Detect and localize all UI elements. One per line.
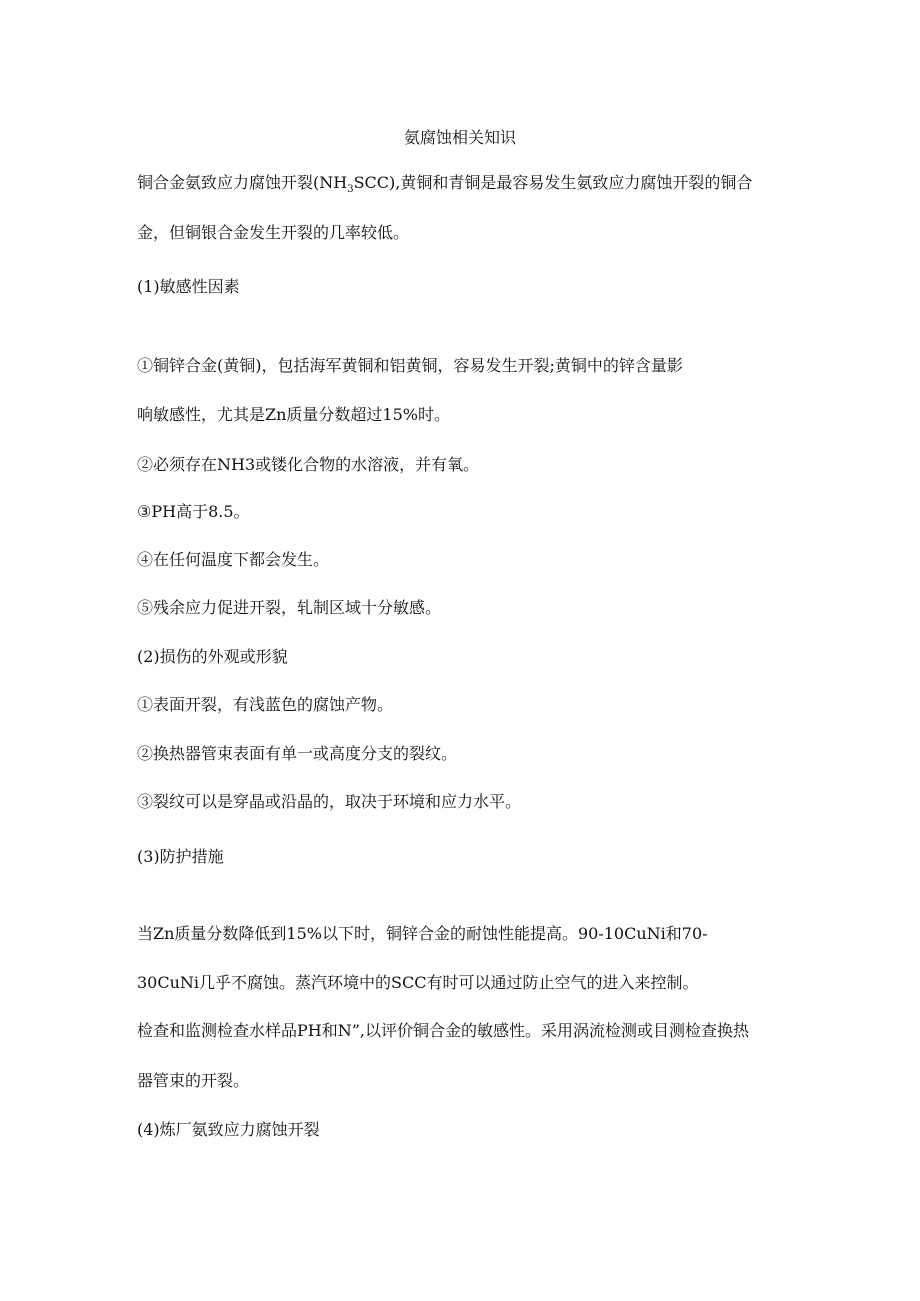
section1-item5: ⑤残余应力促进开裂，轧制区域十分敏感。 [137, 598, 442, 617]
section2-heading: (2)损伤的外观或形貌 [137, 647, 288, 666]
subscript-3: 3 [347, 184, 354, 196]
document-title: 氨腐蚀相关知识 [403, 128, 516, 147]
section3-p1-line2: 30CuNi几乎不腐蚀。蒸汽环境中的SCC有时可以通过防止空气的进入来控制。 [137, 973, 699, 992]
section2-item2: ②换热器管束表面有单一或高度分支的裂纹。 [137, 744, 458, 763]
section4-heading: (4)炼厂氨致应力腐蚀开裂 [137, 1120, 320, 1139]
section1-item1-line1: ①铜锌合金(黄铜)，包括海军黄铜和铝黄铜，容易发生开裂;黄铜中的锌含量影 [137, 356, 683, 375]
intro-line-2: 金，但铜银合金发生开裂的几率较低。 [137, 223, 410, 242]
intro-line-1-end: SCC),黄铜和青铜是最容易发生氨致应力腐蚀开裂的铜合 [353, 173, 753, 192]
intro-line-1 [137, 173, 753, 196]
section2-item3: ③裂纹可以是穿晶或沿晶的，取决于环境和应力水平。 [137, 792, 522, 811]
section1-heading: (1)敏感性因素 [137, 277, 240, 296]
section2-item1: ①表面开裂，有浅蓝色的腐蚀产物。 [137, 695, 394, 714]
section3-p2-line2: 器管束的开裂。 [137, 1071, 250, 1090]
section1-item1-line2: 响敏感性，尤其是Zn质量分数超过15%时。 [137, 405, 450, 424]
section1-item3: ③PH高于8.5。 [137, 502, 250, 521]
intro-line-1-start: 铜合金氨致应力腐蚀开裂(NH [137, 173, 348, 192]
section3-p1-line1: 当Zn质量分数降低到15%以下时，铜锌合金的耐蚀性能提高。90-10CuNi和70- [137, 924, 708, 943]
section3-p2-line1: 检查和监测检查水样品PH和N”,以评价铜合金的敏感性。采用涡流检测或目测检查换热 [137, 1021, 749, 1040]
section1-item2: ②必须存在NH3或镂化合物的水溶液，并有氧。 [137, 455, 480, 474]
section1-item4: ④在任何温度下都会发生。 [137, 550, 330, 569]
section3-heading: (3)防护措施 [137, 847, 224, 866]
